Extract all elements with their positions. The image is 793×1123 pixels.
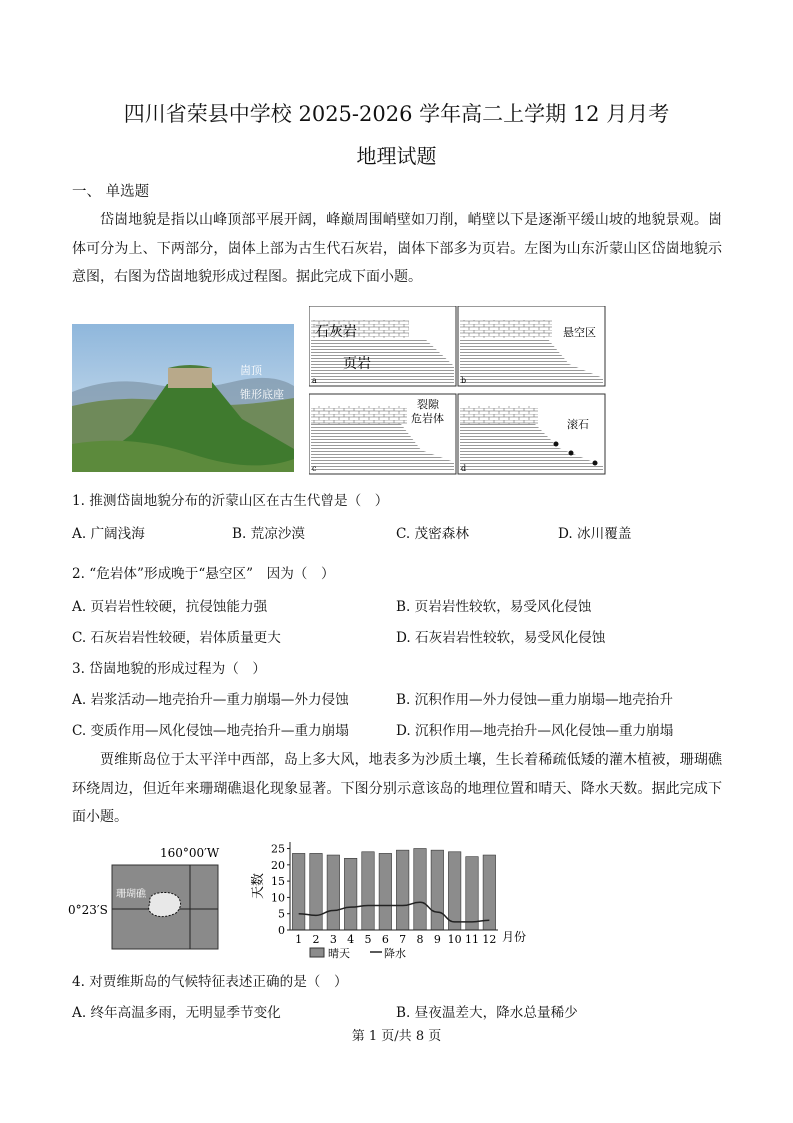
q1-option-b[interactable]: B. 荒凉沙漠: [232, 526, 306, 542]
panel-a-letter: a: [312, 376, 317, 385]
process-diagram-svg: [309, 306, 607, 476]
chart-xlabel: 月份: [502, 930, 527, 944]
x-tick-label: 6: [381, 933, 389, 946]
location-map-svg: [68, 845, 228, 951]
x-tick-label: 2: [312, 933, 320, 946]
photo-label-top: 崮顶: [240, 364, 262, 377]
sunny-bar: [483, 855, 495, 930]
sunny-bar: [327, 855, 339, 930]
x-tick-label: 11: [465, 933, 479, 946]
map-longitude: 160°00′W: [160, 846, 220, 860]
question-1-stem: 1. 推测岱崮地貌分布的沂蒙山区在古生代曾是（ ）: [72, 493, 389, 509]
landform-photo-svg: [72, 324, 294, 472]
label-shale: 页岩: [343, 356, 371, 372]
sunny-bar: [448, 852, 460, 930]
label-overhang: 悬空区: [563, 326, 596, 339]
x-tick-label: 8: [416, 933, 424, 946]
x-tick-label: 5: [364, 933, 372, 946]
legend-sunny: 晴天: [328, 947, 350, 960]
passage-2: 贾维斯岛位于太平洋中西部，岛上多大风，地表多为沙质土壤，生长着稀疏低矮的灌木植被，珊瑚礁环绕周边，但近年来珊瑚礁退化现象显著。下图分别示意该岛的地理位置和晴天、降水天数。据此完成下面小题。: [72, 752, 722, 825]
weather-chart-svg: [246, 838, 536, 964]
map-latitude: 0°23′S: [68, 903, 108, 917]
location-map: [68, 845, 228, 955]
panel-c-letter: c: [312, 464, 317, 473]
q4-option-b[interactable]: B. 昼夜温差大，降水总量稀少: [396, 1005, 578, 1021]
sunny-bar: [310, 853, 322, 930]
page-title: 四川省荣县中学校 2025-2026 学年高二上学期 12 月月考: [123, 102, 670, 126]
x-tick-label: 10: [447, 933, 462, 946]
label-limestone: 石灰岩: [315, 324, 357, 340]
y-tick-label: 5: [278, 907, 285, 921]
sunny-bar: [431, 850, 443, 930]
x-tick-label: 3: [329, 933, 337, 946]
q3-option-a[interactable]: A. 岩浆活动—地壳抬升—重力崩塌—外力侵蚀: [72, 692, 349, 708]
q3-option-b[interactable]: B. 沉积作用—外力侵蚀—重力崩塌—地壳抬升: [396, 692, 673, 708]
q3-option-c[interactable]: C. 变质作用—风化侵蚀—地壳抬升—重力崩塌: [72, 723, 349, 739]
y-tick-label: 10: [271, 891, 285, 905]
section-heading: 一、 单选题: [72, 184, 150, 200]
q1-option-d[interactable]: D. 冰川覆盖: [558, 526, 632, 542]
x-tick-label: 9: [433, 933, 441, 946]
q3-option-d[interactable]: D. 沉积作用—地壳抬升—风化侵蚀—重力崩塌: [396, 723, 674, 739]
question-4-stem: 4. 对贾维斯岛的气候特征表述正确的是（ ）: [72, 974, 348, 990]
panel-a: [309, 306, 456, 386]
label-crack: 裂隙: [417, 398, 439, 411]
question-2-stem: 2. “危岩体”形成晚于“悬空区” 因为（ ）: [72, 566, 335, 582]
panel-b: [458, 306, 605, 386]
passage-1: 岱崮地貌是指以山峰顶部平展开阔，峰巅周围峭壁如刀削，峭壁以下是逐渐平缓山坡的地貌景观。崮体可分为上、下两部分，崮体上部为古生代石灰岩，崮体下部多为页岩。左图为山东沂蒙山区岱崮地貌示意图，右图为岱崮地貌形成过程图。据此完成下面小题。: [72, 212, 722, 285]
sunny-bar: [344, 858, 356, 930]
panel-b-letter: b: [461, 376, 467, 385]
map-reef-label: 珊瑚礁: [116, 889, 146, 900]
chart-ylabel: 天数: [251, 872, 266, 900]
sunny-bar: [414, 849, 426, 930]
x-tick-label: 1: [295, 933, 303, 946]
legend-sunny-swatch: [310, 948, 324, 957]
sunny-bar: [396, 850, 408, 930]
x-tick-label: 4: [347, 933, 355, 946]
sunny-bar: [362, 852, 374, 930]
process-diagram: [309, 306, 607, 480]
x-tick-label: 7: [399, 933, 407, 946]
sunny-bar: [292, 853, 304, 930]
panel-d: [458, 394, 605, 474]
q2-option-d[interactable]: D. 石灰岩岩性较软，易受风化侵蚀: [396, 630, 606, 646]
y-tick-label: 25: [271, 842, 285, 856]
q2-option-c[interactable]: C. 石灰岩岩性较硬，岩体质量更大: [72, 630, 281, 646]
landform-photo: [72, 324, 294, 472]
q2-option-b[interactable]: B. 页岩岩性较软，易受风化侵蚀: [396, 599, 592, 615]
sunny-bar: [466, 857, 478, 930]
chart-legend: [310, 946, 406, 960]
panel-d-letter: d: [461, 464, 467, 473]
q1-option-a[interactable]: A. 广阔浅海: [72, 526, 145, 542]
page-subtitle: 地理试题: [356, 144, 437, 168]
label-rockfall: 滚石: [567, 418, 589, 431]
sunny-bar: [379, 853, 391, 930]
photo-label-base: 锥形底座: [240, 388, 284, 401]
q1-option-c[interactable]: C. 茂密森林: [396, 526, 469, 542]
question-3-stem: 3. 岱崮地貌的形成过程为（ ）: [72, 661, 267, 677]
weather-chart: [246, 838, 536, 968]
x-tick-label: 12: [482, 933, 497, 946]
y-tick-label: 15: [271, 875, 285, 889]
label-dangerous-rock: 危岩体: [411, 412, 444, 425]
y-tick-label: 0: [278, 924, 285, 937]
panel-c: [309, 394, 456, 474]
q2-option-a[interactable]: A. 页岩岩性较硬，抗侵蚀能力强: [72, 599, 268, 615]
y-tick-label: 20: [271, 858, 285, 872]
q4-option-a[interactable]: A. 终年高温多雨，无明显季节变化: [72, 1005, 281, 1021]
legend-rain: 降水: [384, 947, 406, 960]
page-footer: 第 1 页/共 8 页: [351, 1029, 442, 1044]
